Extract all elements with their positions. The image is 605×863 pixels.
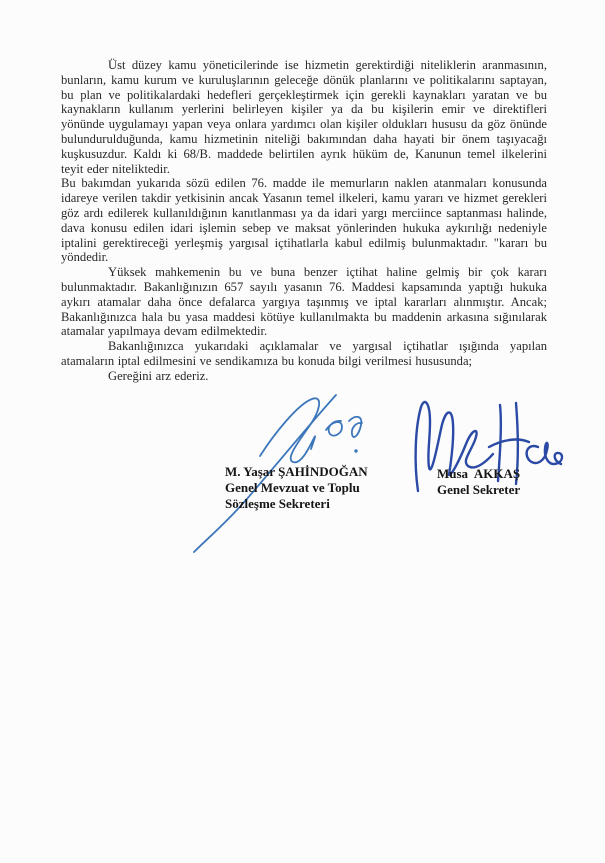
signatory-name: Musa AKKAŞ (437, 466, 521, 481)
signatory-title: Sözleşme Sekreteri (225, 496, 330, 511)
text-line: aykırı atamalar daha önce defalarca yargıya taşınmış ve iptal kararları alınmıştır. Ancak; (61, 294, 547, 309)
text-line: Yüksek mahkemenin bu ve buna benzer içtihat haline gelmiş bir çok kararı (108, 265, 547, 280)
signatory-title: Genel Mevzuat ve Toplu (225, 480, 360, 495)
text-line: göz ardı edilerek kullanıldığının kanıtlanması ya da idari yargı merciince saptanması halinde, (61, 205, 547, 220)
text-line: atamalar yapılmaya devam edilmektedir. (61, 324, 268, 339)
text-line: atamaların iptal edilmesini ve sendikamıza bu konuda bilgi verilmesi hususunda; (61, 353, 473, 368)
text-line: iptalini gerektireceği yerleşmiş yargısal içtihatlarla kabul edilmiş bulunmaktadır. "kararı bu (61, 235, 547, 250)
text-line: Üst düzey kamu yöneticilerinde ise hizmetin gerektirdiği niteliklerin aranmasının, (108, 58, 547, 72)
signatory-left (225, 464, 368, 512)
text-line: bunların, kamu kurum ve kuruluşlarının geleceğe dönük planlarını ve politikalarını saptayan, (61, 72, 547, 87)
text-line: kuşkusuzdur. Kaldı ki 68/B. maddede belirtilen ayrık hüküm de, Kanunun temel ilkelerini (61, 146, 547, 161)
text-line: idareye verilen takdir yetkisinin ancak Yasanın temel ilkeleri, kamu yararı ve hizmet gerekleri (61, 191, 547, 206)
text-line: Bakanlığınızca hala bu yasa maddesi kötüye kullanılmakta bu maddenin arkasına sığınılarak (61, 309, 547, 324)
text-line: yönünde uygulamayı yapan veya onlara yardımcı olan kişiler oldukları hususu da göz önünde (61, 117, 547, 132)
text-line: kaynakların kullanım yerlerini belirleyen kişiler ya da bu kişilerin emir ve direktifleri (61, 102, 547, 117)
text-line: Bakanlığınızca yukarıdaki açıklamalar ve yargısal içtihatlar ışığında yapılan (108, 339, 547, 354)
text-line: teyit eder niteliktedir. (61, 161, 170, 176)
text-line: Bu bakımdan yukarıda sözü edilen 76. madde ile memurların naklen atanmaları konusunda (61, 176, 547, 191)
signatory-title: Genel Sekreter (437, 482, 521, 497)
text-line: bulunmaktadır. Bakanlığınızın 657 sayılı yasanın 76. Maddesi kapsamında yaptığı hukuka (61, 279, 547, 294)
signature-dot (354, 449, 357, 452)
text-line: dava konusu edilen idari işlemin sebep ve maksat yönlerinden hukuka aykırılığı nedeniyle (61, 220, 547, 235)
signatory-right (437, 466, 520, 498)
text-line: bu plan ve politikalardaki hedefleri gerçekleştirmek için gerekli kaynakları yaratan ve bu (61, 87, 547, 102)
text-line: yöndedir. (61, 250, 109, 265)
text-line: bulundurulduğunda, kamu hizmetinin niteliği bakımından daha hayati bir önem taşıyacağı (61, 131, 547, 146)
signatory-name: M. Yaşar ŞAHİNDOĞAN (225, 464, 368, 479)
letter-body (61, 58, 547, 384)
text-line: Gereğini arz ederiz. (108, 368, 209, 383)
